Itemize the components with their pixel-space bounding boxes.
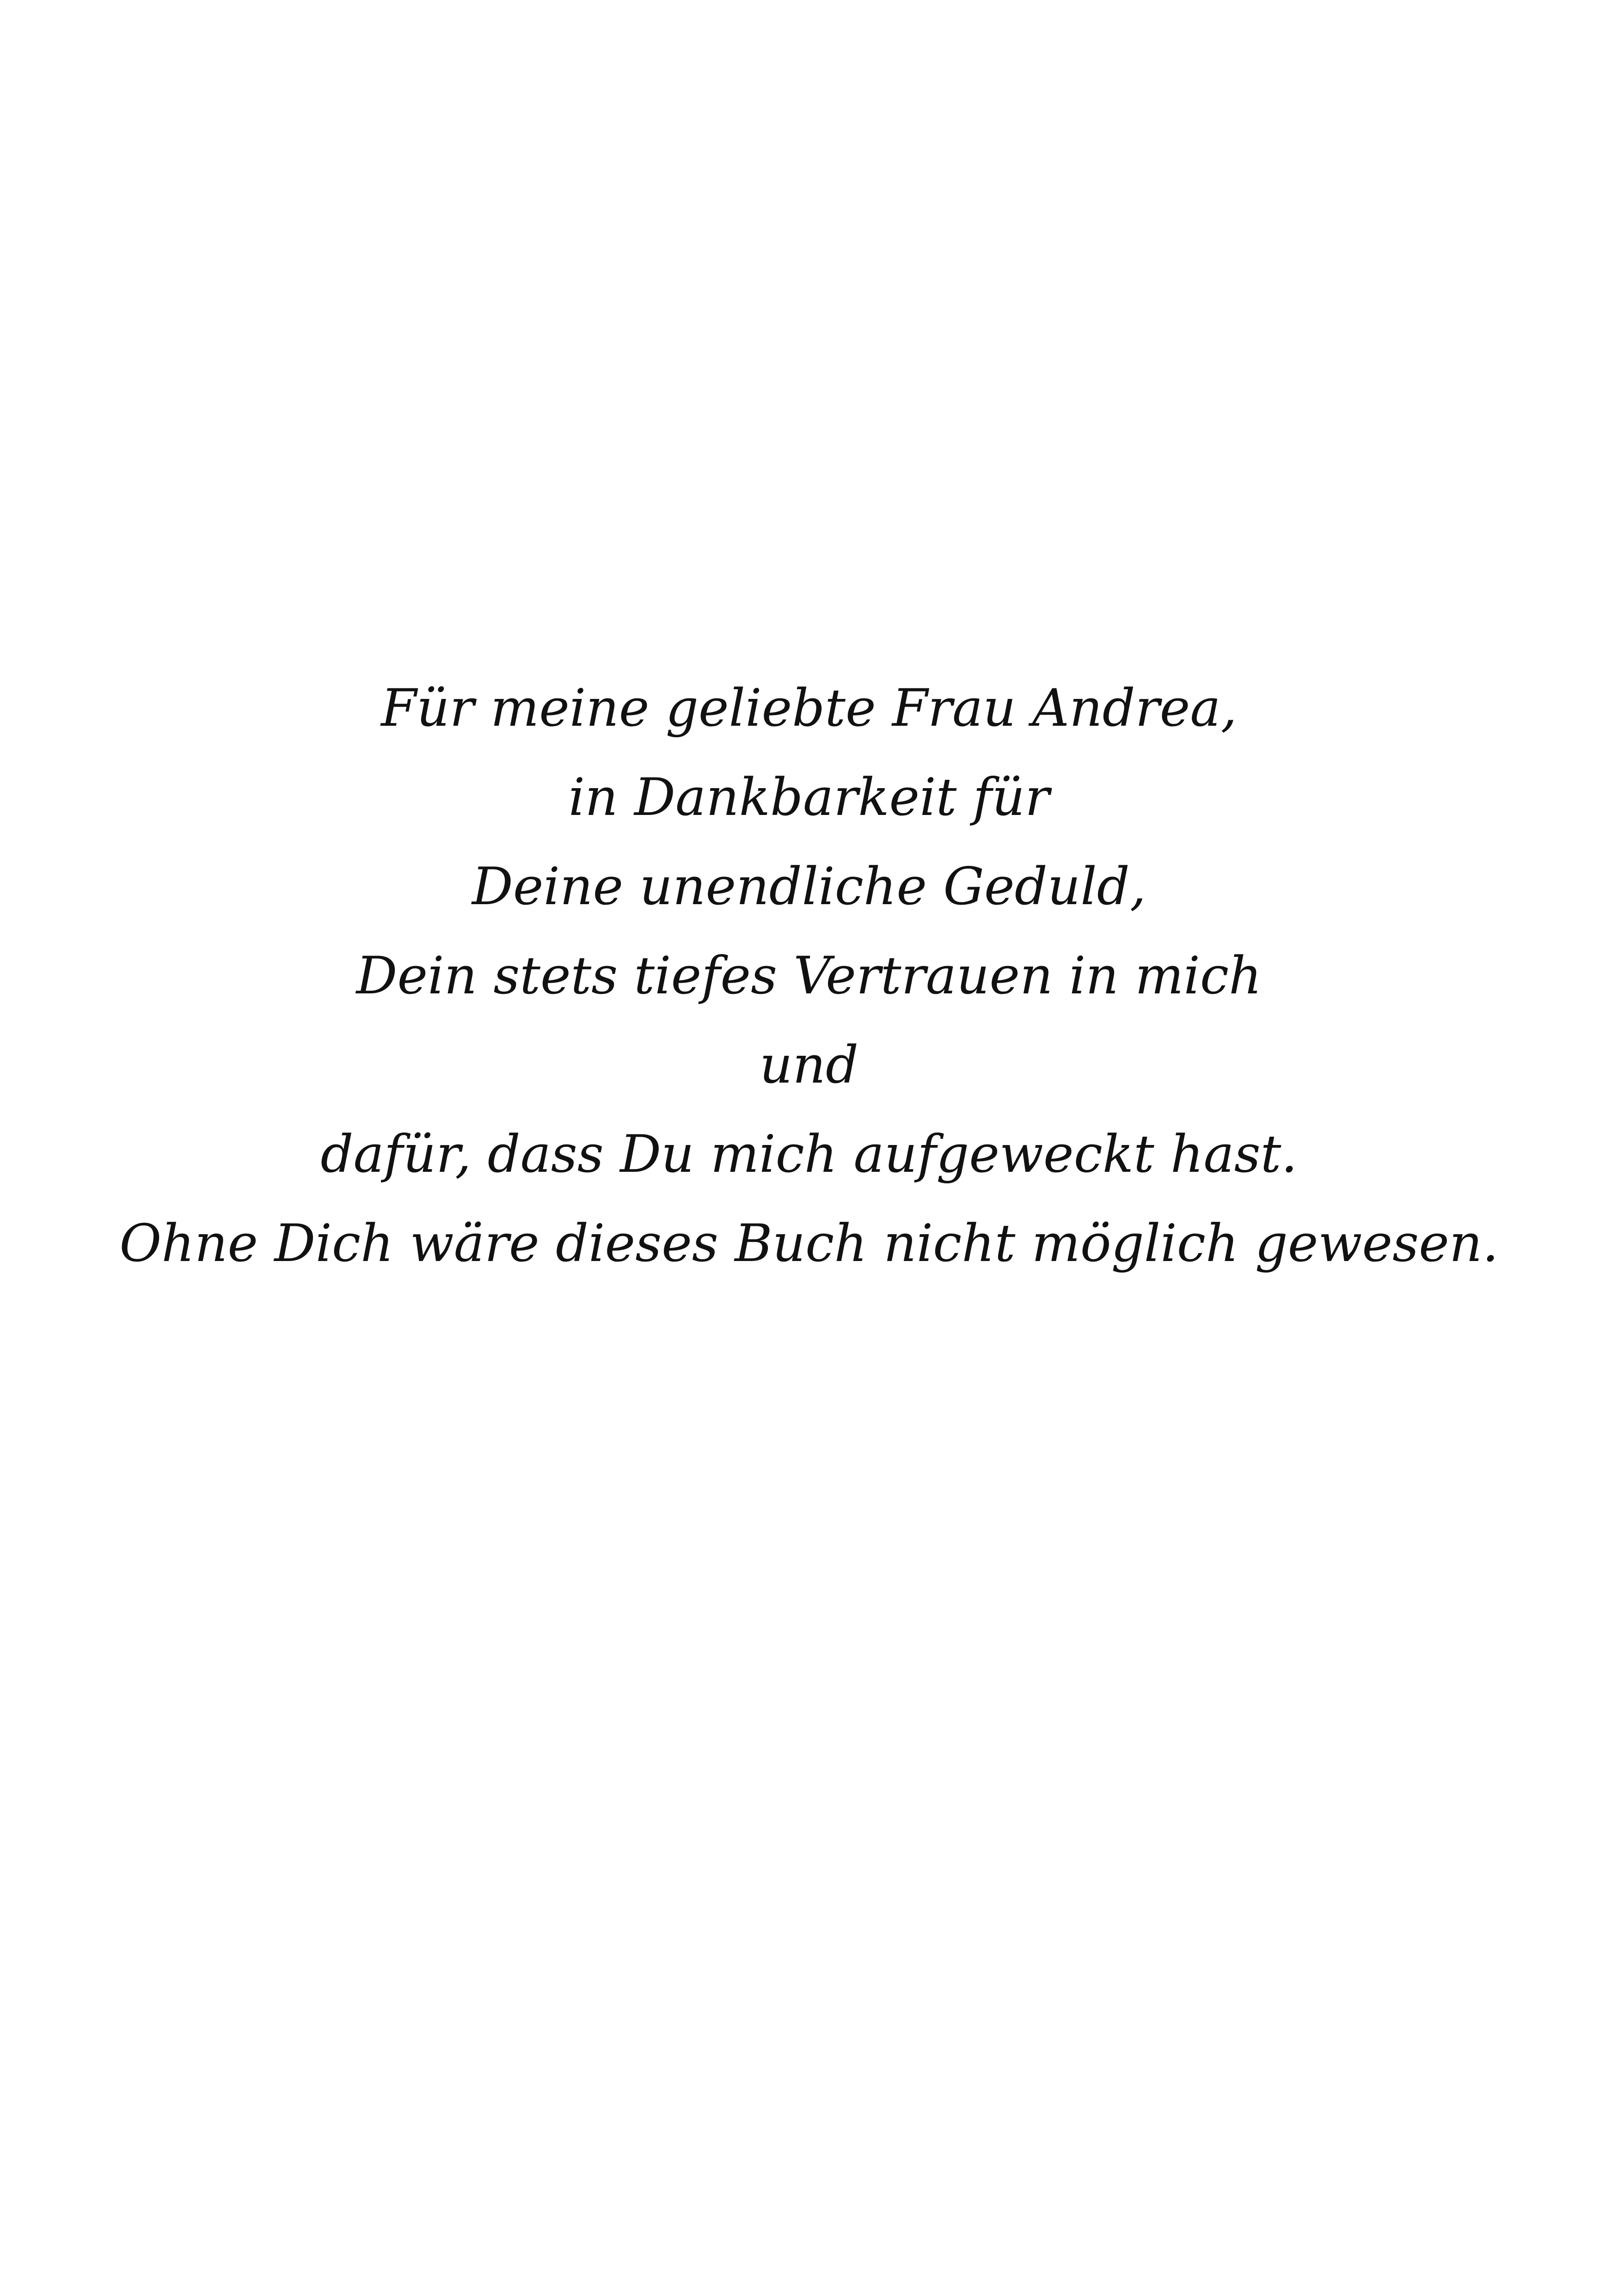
- dedication-line: Ohne Dich wäre dieses Buch nicht möglich gewesen.: [119, 1214, 1499, 1274]
- dedication-line: und: [759, 1035, 859, 1095]
- dedication-text: [0, 664, 1618, 1288]
- dedication-line: dafür, dass Du mich aufgeweckt hast.: [320, 1125, 1298, 1184]
- dedication-line: Deine unendliche Geduld,: [472, 857, 1146, 917]
- dedication-line: Für meine geliebte Frau Andrea,: [381, 679, 1237, 738]
- dedication-line: in Dankbarkeit für: [568, 768, 1050, 827]
- dedication-line: Dein stets tiefes Vertrauen in mich: [356, 946, 1262, 1006]
